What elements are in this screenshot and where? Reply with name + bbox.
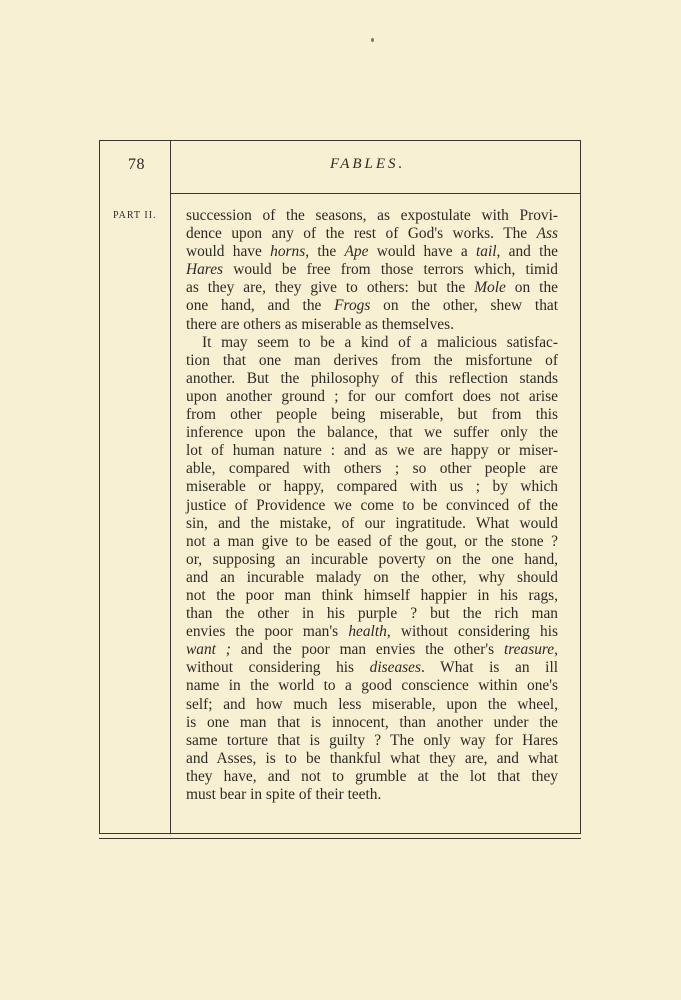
ink-speck <box>371 38 374 42</box>
text-line: lot of human nature : and as we are happy or miser- <box>186 442 558 460</box>
text-line: succession of the seasons, as expostulate with Provi- <box>186 207 558 224</box>
italic-word: diseases <box>369 659 421 677</box>
text-line: upon another ground ; for our comfort does not arise <box>186 387 558 405</box>
text-line: as they are, they give to others: but the Mole on the <box>186 279 558 297</box>
text-line: than the other in his purple ? but the rich man <box>186 605 558 623</box>
margin-column-rule <box>170 140 171 834</box>
text-line: miserable or happy, compared with us ; by which <box>186 478 558 496</box>
italic-word: Hares <box>186 261 224 279</box>
body-text <box>186 207 558 804</box>
text-line: justice of Providence we come to be convinced of the <box>186 496 558 514</box>
text-line: It may seem to be a kind of a malicious satisfac- <box>202 333 558 351</box>
text-line: is one man that is innocent, than another under the <box>186 713 558 731</box>
text-line: inference upon the balance, that we suffer only the <box>186 424 558 442</box>
italic-word: horns <box>270 243 306 261</box>
text-line: same torture that is guilty ? The only way for Hares <box>186 731 558 749</box>
text-line: able, compared with others ; so other people are <box>186 460 558 478</box>
text-line: must bear in spite of their teeth. <box>186 786 382 803</box>
text-line: tion that one man derives from the misfortune of <box>186 351 558 369</box>
italic-word: want ; <box>186 641 231 659</box>
text-line: not a man give to be eased of the gout, or the stone ? <box>186 532 558 550</box>
text-line: would have horns, the Ape would have a tail, and the <box>186 243 558 261</box>
running-title: FABLES. <box>330 156 406 172</box>
text-line: self; and how much less miserable, upon the wheel, <box>186 695 558 713</box>
text-line: not the poor man think himself happier in his rags, <box>186 586 558 604</box>
text-line: and an incurable malady on the other, why should <box>186 568 558 586</box>
text-line: another. But the philosophy of this reflection stands <box>186 369 558 387</box>
text-line: there are others as miserable as themselves. <box>186 315 454 333</box>
header-rule <box>170 193 581 194</box>
text-line: without considering his diseases. What is an ill <box>186 659 558 677</box>
italic-word: Ape <box>344 243 369 261</box>
text-line: one hand, and the Frogs on the other, shew that <box>186 297 558 315</box>
italic-word: Ass <box>536 225 558 243</box>
margin-note: PART II. <box>113 210 157 221</box>
page-number: 78 <box>128 156 145 173</box>
text-line: or, supposing an incurable poverty on the one hand, <box>186 550 558 568</box>
italic-word: tail <box>475 243 497 261</box>
italic-word: health <box>348 623 387 641</box>
text-line: name in the world to a good conscience within one's <box>186 677 558 695</box>
text-line: sin, and the mistake, of our ingratitude. What would <box>186 514 558 532</box>
italic-word: Mole <box>474 279 506 297</box>
text-line: want ; and the poor man envies the other's treasure, <box>186 641 558 659</box>
text-line: dence upon any of the rest of God's works. The Ass <box>186 225 558 243</box>
text-line: envies the poor man's health, without considering his <box>186 623 559 641</box>
text-line: Hares would be free from those terrors which, timid <box>186 261 558 279</box>
text-line: they have, and not to grumble at the lot that they <box>186 767 558 785</box>
italic-word: treasure <box>503 641 555 659</box>
text-line: and Asses, is to be thankful what they are, and what <box>186 749 558 767</box>
italic-word: Frogs <box>334 297 371 315</box>
frame-bottom-rule <box>99 838 581 839</box>
text-line: from other people being miserable, but from this <box>186 406 558 424</box>
